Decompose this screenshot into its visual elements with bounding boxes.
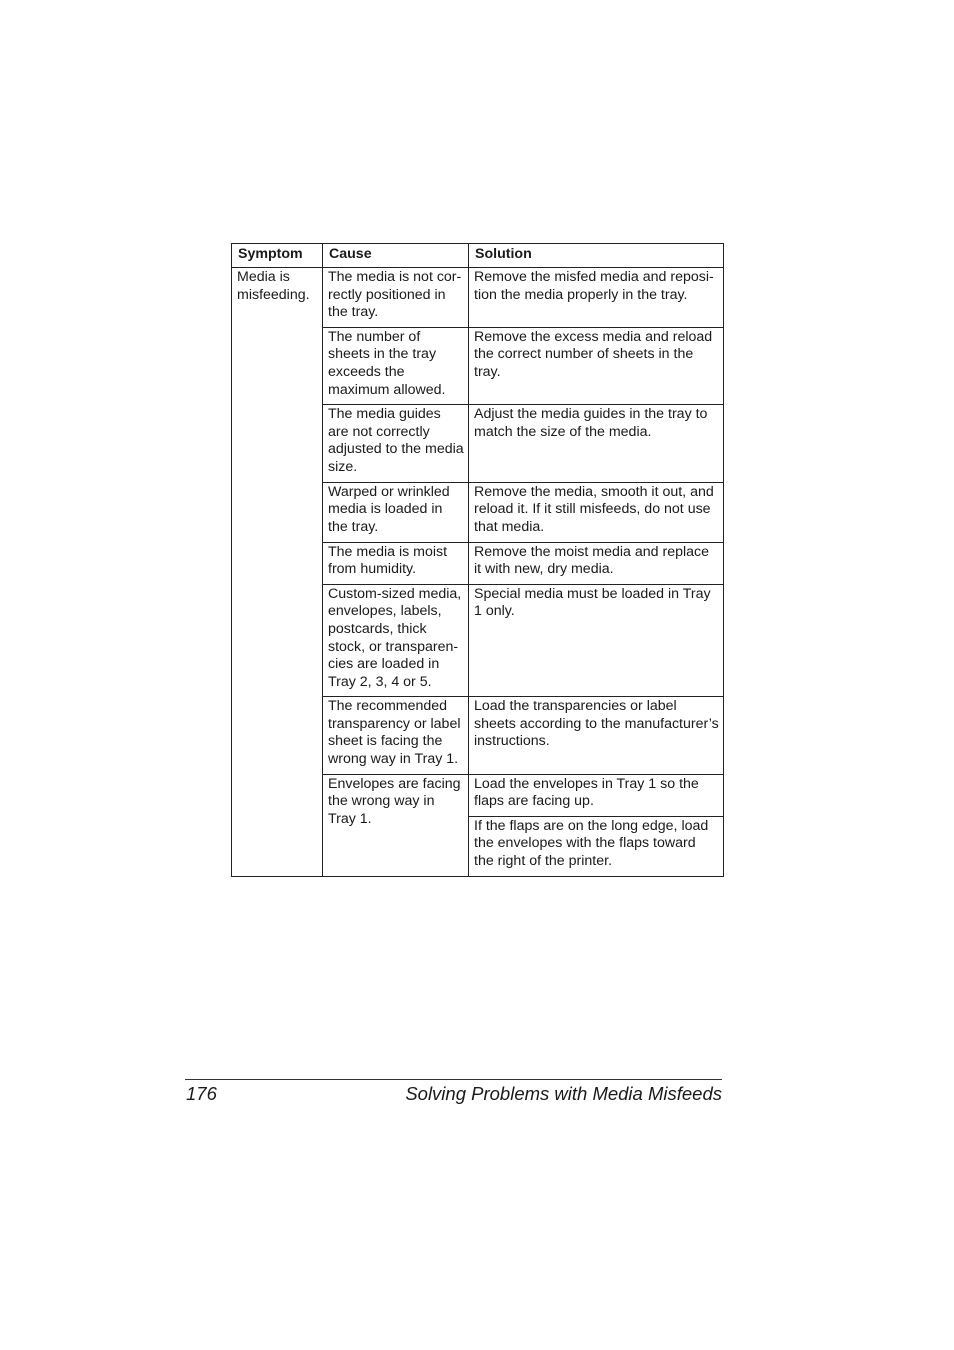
solution-cell: Load the envelopes in Tray 1 so the flaps are facing up. <box>469 774 724 816</box>
footer-divider <box>185 1079 722 1080</box>
section-title: Solving Problems with Media Misfeeds <box>405 1083 722 1104</box>
solution-cell: Remove the excess media and reload the correct number of sheets in the tray. <box>469 327 724 404</box>
cause-cell: The recommended transparency or label sheet is facing the wrong way in Tray 1. <box>323 697 469 774</box>
cause-cell: The media is not cor-rectly positioned in the tray. <box>323 268 469 328</box>
header-solution: Solution <box>469 244 724 268</box>
cause-cell: The media guides are not correctly adjusted to the media size. <box>323 405 469 482</box>
header-cause: Cause <box>323 244 469 268</box>
header-symptom: Symptom <box>232 244 323 268</box>
solution-cell: Remove the moist media and replace it with new, dry media. <box>469 542 724 584</box>
page-number: 176 <box>186 1083 217 1104</box>
table-row <box>232 268 724 328</box>
solution-cell: Load the transparencies or label sheets according to the manufacturer’s instructions. <box>469 697 724 774</box>
solution-cell: Special media must be loaded in Tray 1 only. <box>469 584 724 697</box>
cause-cell: The number of sheets in the tray exceeds the maximum allowed. <box>323 327 469 404</box>
symptom-cell: Media is misfeeding. <box>232 268 323 877</box>
cause-cell: Custom-sized media, envelopes, labels, postcards, thick stock, or transparen-cies are loaded in Tray 2, 3, 4 or 5. <box>323 584 469 697</box>
cause-cell: Warped or wrinkled media is loaded in the tray. <box>323 482 469 542</box>
solution-cell: Remove the misfed media and reposi-tion the media properly in the tray. <box>469 268 724 328</box>
table-header-row <box>232 244 724 268</box>
cause-cell: Envelopes are facing the wrong way in Tray 1. <box>323 774 469 876</box>
cause-cell: The media is moist from humidity. <box>323 542 469 584</box>
solution-cell: Adjust the media guides in the tray to match the size of the media. <box>469 405 724 482</box>
solution-cell: Remove the media, smooth it out, and reload it. If it still misfeeds, do not use that media. <box>469 482 724 542</box>
troubleshooting-table <box>231 243 724 877</box>
solution-cell: If the flaps are on the long edge, load the envelopes with the flaps toward the right of the printer. <box>469 816 724 876</box>
